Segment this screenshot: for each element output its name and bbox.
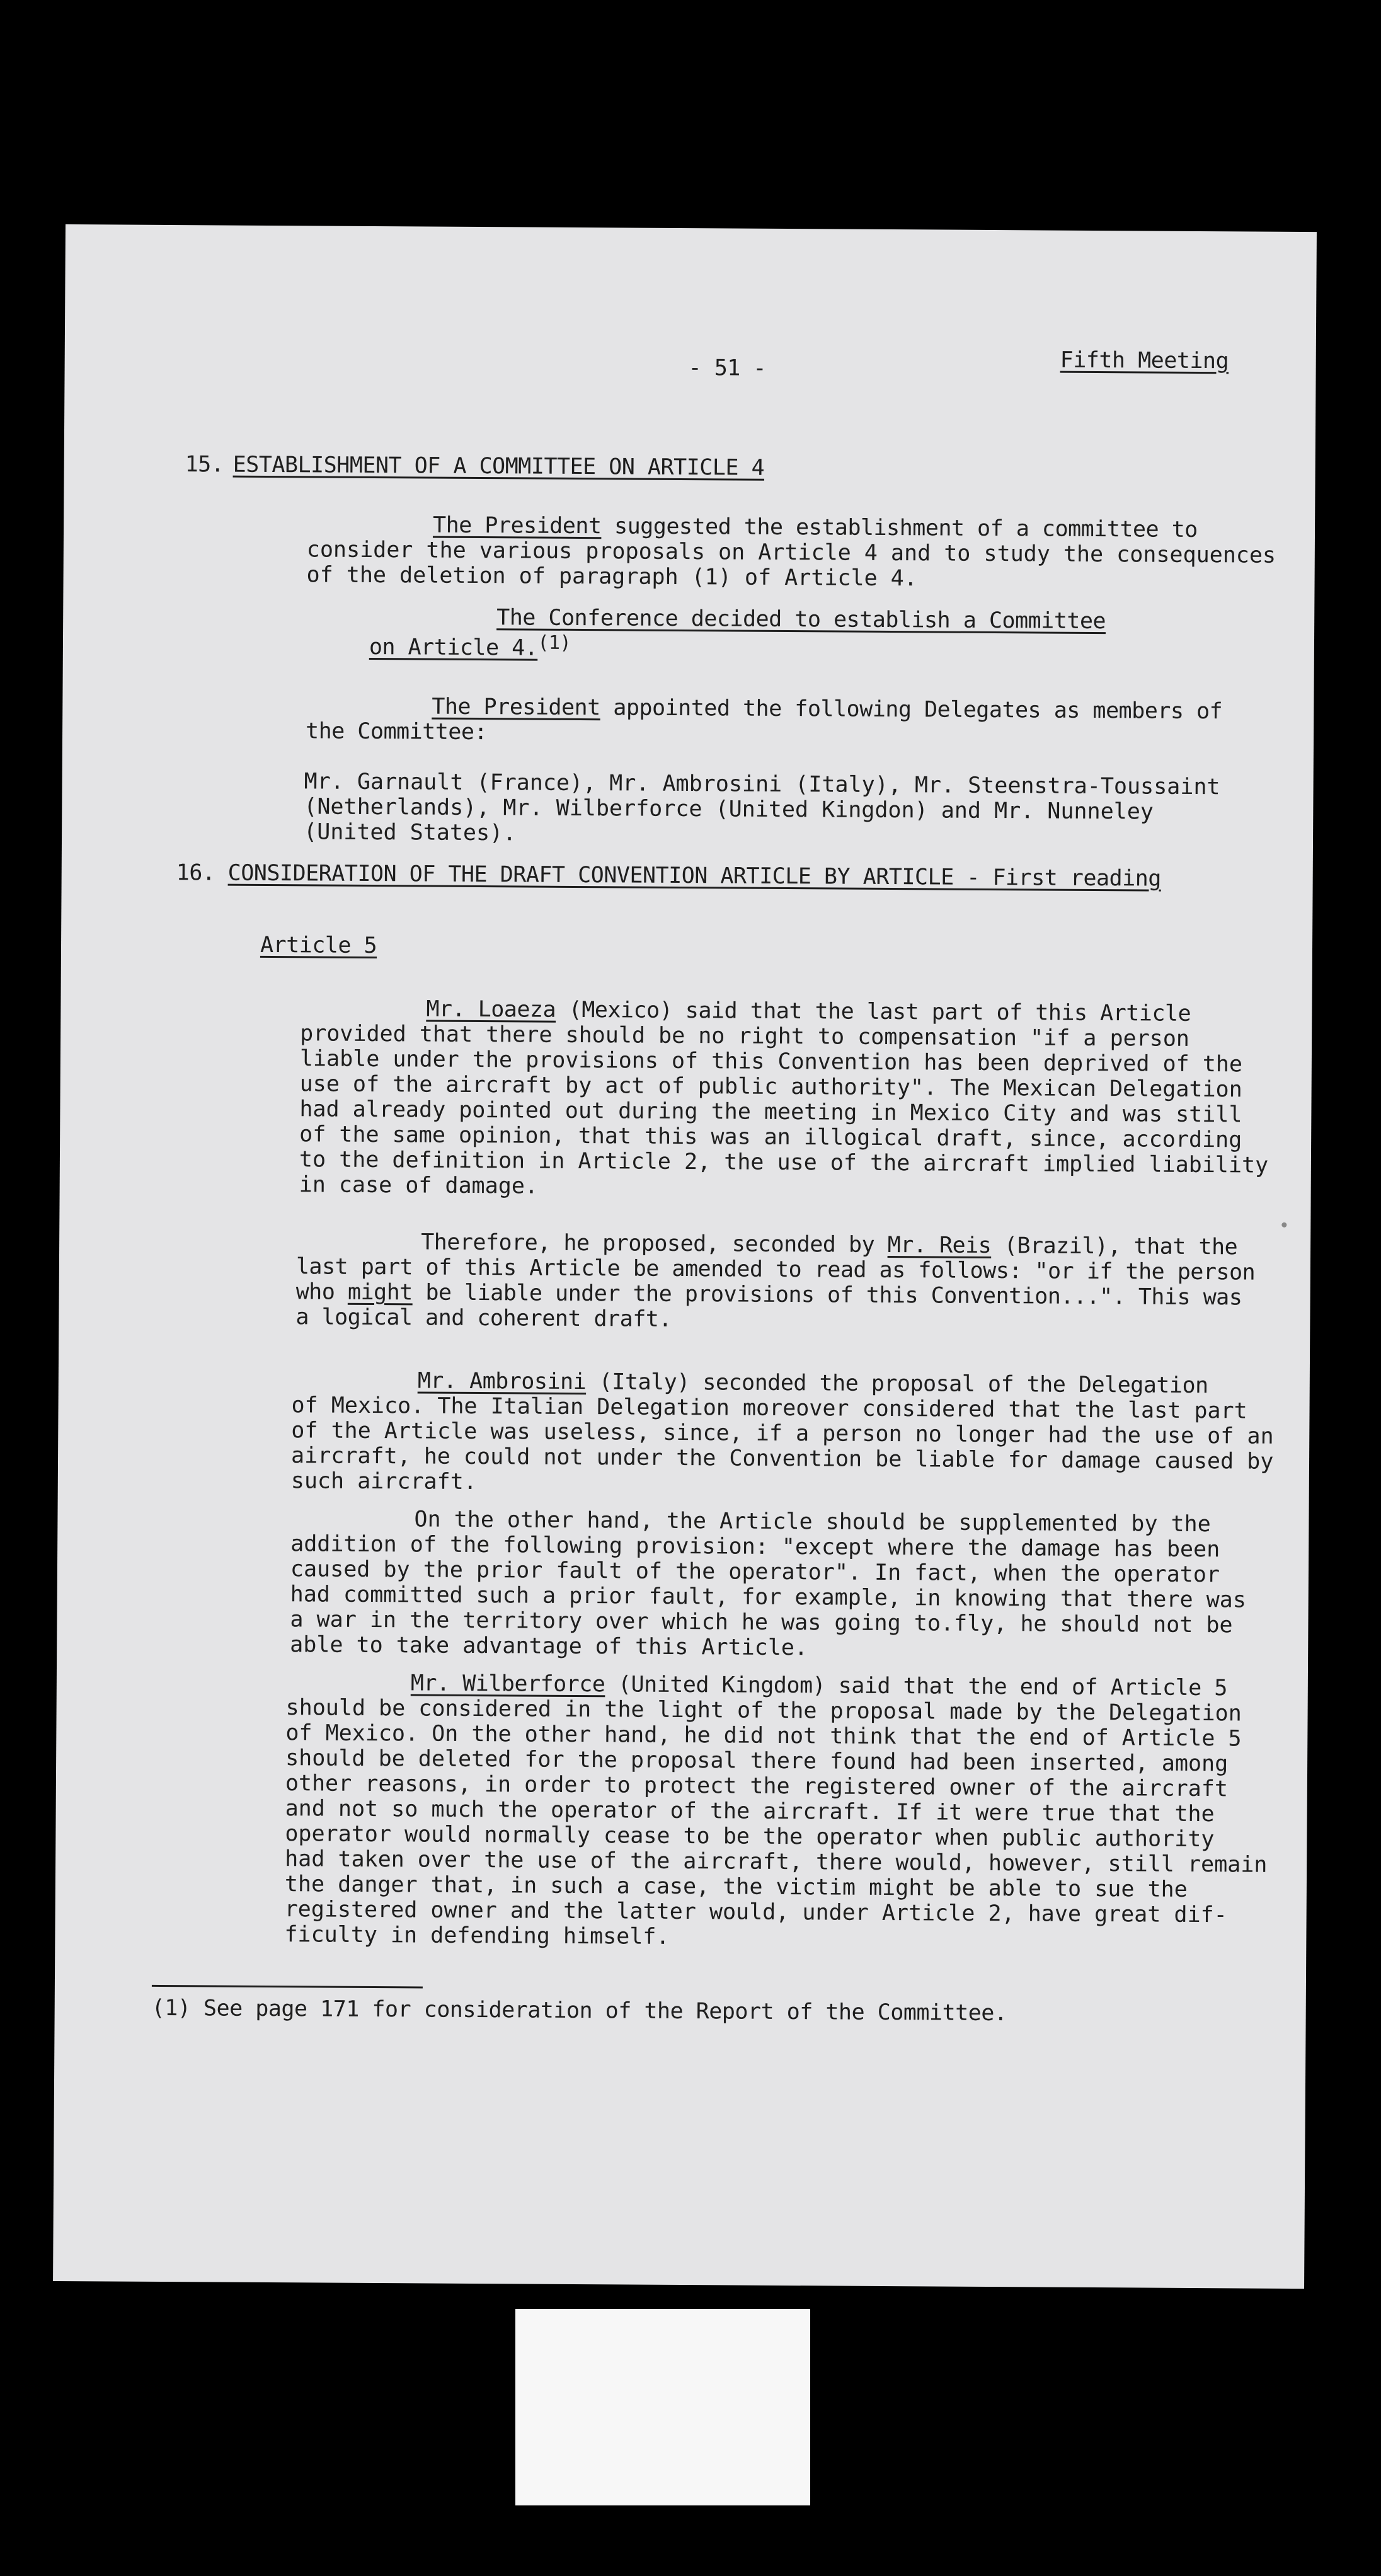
decision-line-2 bbox=[369, 630, 571, 661]
section-15-title: ESTABLISHMENT OF A COMMITTEE ON ARTICLE 4 bbox=[232, 452, 765, 481]
appointed-second-line: the Committee: bbox=[305, 718, 488, 745]
text-line: such aircraft. bbox=[290, 1468, 477, 1495]
president-label: The President bbox=[432, 694, 600, 721]
text-line: consider the various proposals on Article 4 and to study the consequences bbox=[306, 537, 1276, 568]
text-line: had taken over the use of the aircraft, there would, however, still remain bbox=[285, 1846, 1268, 1878]
decision-text: on Article 4. bbox=[369, 634, 538, 661]
supplement-paragraph bbox=[290, 1506, 1247, 1663]
section-16-title: CONSIDERATION OF THE DRAFT CONVENTION ARTICLE BY ARTICLE - First reading bbox=[227, 860, 1161, 892]
blank-slip bbox=[515, 2309, 810, 2505]
emphasis-might: might bbox=[347, 1279, 413, 1306]
text-line: provided that there should be no right to compensation "if a person bbox=[300, 1021, 1190, 1052]
proposal-first-a: Therefore, he proposed, seconded by bbox=[421, 1229, 888, 1258]
text-line: should be considered in the light of the proposal made by the Delegation bbox=[285, 1695, 1242, 1727]
speaker-name: Mr. Ambrosini bbox=[417, 1368, 587, 1395]
proposal-line-3a: who bbox=[295, 1279, 348, 1305]
wilberforce-paragraph bbox=[284, 1695, 1268, 1953]
document-page bbox=[53, 224, 1317, 2289]
speaker-name: Mr. Wilberforce bbox=[410, 1670, 605, 1698]
text-line: use of the aircraft by act of public authority". The Mexican Delegation bbox=[299, 1071, 1242, 1103]
speaker-name: Mr. Reis bbox=[887, 1233, 992, 1259]
appointed-first-line bbox=[432, 694, 1222, 725]
footnote-text: (1) See page 171 for consideration of the Report of the Committee. bbox=[151, 1995, 1007, 2027]
section-16-number: 16. bbox=[176, 860, 215, 886]
appointed-first-rest: appointed the following Delegates as members of bbox=[600, 695, 1223, 725]
text-line: a war in the territory over which he was going to.fly, he should not be bbox=[290, 1607, 1233, 1638]
text-line: registered owner and the latter would, under Article 2, have great dif- bbox=[284, 1897, 1227, 1928]
text-line: to the definition in Article 2, the use of the aircraft implied liability bbox=[299, 1147, 1269, 1178]
text-line: had committed such a prior fault, for example, in knowing that there was bbox=[290, 1582, 1246, 1613]
text-line: and not so much the operator of the aircraft. If it were true that the bbox=[285, 1796, 1215, 1827]
ambrosini-paragraph bbox=[291, 1393, 1274, 1500]
footnote-marker: (1) bbox=[537, 631, 571, 654]
text-line: addition of the following provision: "except where the damage has been bbox=[290, 1531, 1220, 1563]
proposal-first-b: (Brazil), that the bbox=[991, 1233, 1238, 1260]
decision-line-1: The Conference decided to establish a Committee bbox=[496, 605, 1106, 635]
footnote-divider bbox=[152, 1985, 423, 1989]
president-paragraph bbox=[306, 537, 1276, 593]
text-line: On the other hand, the Article should be supplemented by the bbox=[414, 1507, 1211, 1538]
page-number: - 51 - bbox=[688, 355, 767, 381]
text-line: able to take advantage of this Article. bbox=[290, 1632, 808, 1661]
section-15-number: 15. bbox=[185, 452, 224, 478]
text-line: ficulty in defending himself. bbox=[284, 1922, 670, 1950]
loaeza-first-rest: (Mexico) said that the last part of this Article bbox=[555, 997, 1191, 1026]
speaker-name: Mr. Loaeza bbox=[426, 996, 556, 1023]
text-line: should be deleted for the proposal there found had been inserted, among bbox=[285, 1745, 1229, 1777]
text-line: operator would normally cease to be the operator when public authority bbox=[285, 1821, 1215, 1853]
text-line: of the deletion of paragraph (1) of Article 4. bbox=[306, 562, 918, 592]
proposal-line-3b: be liable under the provisions of this Convention...". This was bbox=[412, 1280, 1242, 1311]
text-line: aircraft, he could not under the Convention be liable for damage caused by bbox=[290, 1443, 1274, 1475]
text-line: in case of damage. bbox=[299, 1172, 539, 1199]
ambrosini-first-rest: (Italy) seconded the proposal of the Delegation bbox=[586, 1369, 1208, 1399]
text-line: of the same opinion, that this was an illogical draft, since, according bbox=[299, 1122, 1242, 1153]
text-line: liable under the provisions of this Convention has been deprived of the bbox=[299, 1046, 1243, 1078]
proposal-line-2: last part of this Article be amended to read as follows: "or if the person bbox=[295, 1254, 1256, 1285]
committee-members bbox=[304, 769, 1220, 850]
article-heading: Article 5 bbox=[260, 932, 377, 959]
meeting-label: Fifth Meeting bbox=[1060, 347, 1229, 374]
text-line: of Mexico. On the other hand, he did not think that the end of Article 5 bbox=[285, 1720, 1242, 1752]
text-line: (Netherlands), Mr. Wilberforce (United Kingdon) and Mr. Nunneley bbox=[304, 794, 1154, 825]
wilberforce-first-rest: (United Kingdom) said that the end of Article 5 bbox=[605, 1672, 1227, 1701]
president-first-rest: suggested the establishment of a committee to bbox=[601, 514, 1198, 543]
text-line: (United States). bbox=[303, 819, 517, 846]
text-line: caused by the prior fault of the operator". In fact, when the operator bbox=[290, 1556, 1220, 1588]
text-line: of Mexico. The Italian Delegation moreover considered that the last part bbox=[291, 1393, 1247, 1424]
text-line: of the Article was useless, since, if a person no longer had the use of an bbox=[291, 1418, 1274, 1449]
text-line: Mr. Garnault (France), Mr. Ambrosini (Italy), Mr. Steenstra-Toussaint bbox=[304, 769, 1220, 800]
text-line: other reasons, in order to protect the registered owner of the aircraft bbox=[285, 1771, 1229, 1802]
proposal-line-4: a logical and coherent draft. bbox=[295, 1304, 672, 1332]
scan-speck bbox=[1281, 1222, 1286, 1228]
text-line: the danger that, in such a case, the victim might be able to sue the bbox=[284, 1872, 1188, 1902]
text-line: had already pointed out during the meeting in Mexico City and was still bbox=[299, 1096, 1242, 1128]
loaeza-paragraph bbox=[299, 1021, 1269, 1203]
president-label: The President bbox=[432, 512, 602, 539]
